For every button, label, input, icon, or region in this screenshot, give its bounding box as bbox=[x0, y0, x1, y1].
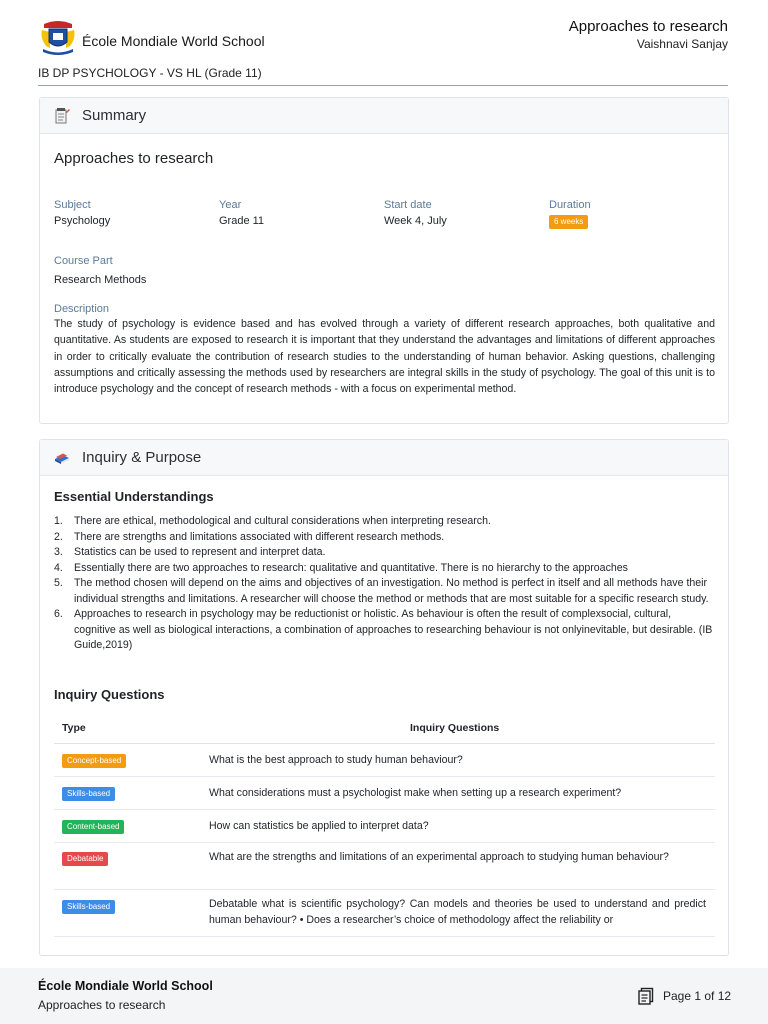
subject-label: Subject bbox=[54, 199, 91, 211]
school-crest-icon bbox=[38, 18, 78, 58]
question-text: What is the best approach to study human behaviour? bbox=[209, 754, 463, 766]
list-item: 5. The method chosen will depend on the aims and objectives of an investigation. No method is perfect in itself and all methods have their individual strengths and limitations. A researcher will choose the method or methods that are most suitable for a specific research study. bbox=[54, 577, 709, 605]
start-date-label: Start date bbox=[384, 199, 432, 211]
unit-title: Approaches to research bbox=[54, 150, 214, 167]
essential-understandings-heading: Essential Understandings bbox=[54, 489, 214, 504]
page-footer bbox=[0, 968, 768, 1024]
question-text: What considerations must a psychologist make when setting up a research experiment? bbox=[209, 787, 622, 799]
meta-course-part bbox=[54, 255, 146, 286]
summary-header bbox=[40, 98, 728, 134]
list-item: 3. Statistics can be used to represent and interpret data. bbox=[54, 546, 326, 558]
school-name: École Mondiale World School bbox=[82, 33, 265, 49]
list-item: 4. Essentially there are two approaches to research: qualitative and quantitative. There is no hierarchy to the approaches bbox=[54, 561, 628, 574]
type-badge: Skills-based bbox=[62, 787, 115, 801]
course-part-label: Course Part bbox=[54, 255, 113, 267]
header-divider bbox=[38, 85, 728, 86]
inquiry-card bbox=[39, 439, 729, 956]
type-badge: Debatable bbox=[62, 852, 108, 866]
course-part-value: Research Methods bbox=[54, 274, 147, 286]
subject-value: Psychology bbox=[54, 215, 111, 227]
list-item: 2. There are strengths and limitations associated with different research methods. bbox=[54, 530, 445, 543]
questions-column-header: Inquiry Questions bbox=[410, 722, 500, 734]
type-column-header: Type bbox=[62, 722, 86, 734]
duration-label: Duration bbox=[549, 199, 591, 211]
year-label: Year bbox=[219, 199, 242, 211]
table-row bbox=[54, 744, 715, 777]
author-name: Vaishnavi Sanjay bbox=[636, 37, 728, 51]
notepad-icon bbox=[54, 108, 70, 124]
type-badge: Concept-based bbox=[62, 754, 126, 768]
inquiry-questions-heading: Inquiry Questions bbox=[54, 687, 165, 702]
table-header bbox=[54, 711, 715, 744]
meta-subject bbox=[54, 199, 110, 227]
question-text: How can statistics be applied to interpret data? bbox=[209, 820, 429, 832]
table-row bbox=[54, 843, 715, 890]
inquiry-title: Inquiry & Purpose bbox=[82, 449, 202, 466]
table-row bbox=[54, 810, 715, 843]
type-badge: Skills-based bbox=[62, 900, 115, 914]
meta-year bbox=[219, 199, 264, 227]
document-title: Approaches to research bbox=[568, 18, 728, 35]
start-date-value: Week 4, July bbox=[384, 215, 447, 227]
meta-duration bbox=[549, 199, 591, 229]
book-icon bbox=[54, 450, 70, 466]
meta-start-date bbox=[384, 199, 447, 227]
question-text: What are the strengths and limitations of an experimental approach to studying human behaviour? bbox=[209, 851, 669, 863]
pages-icon bbox=[638, 987, 654, 1005]
inquiry-header bbox=[40, 440, 728, 476]
list-item: 1. There are ethical, methodological and cultural considerations when interpreting research. bbox=[54, 515, 491, 527]
duration-badge: 6 weeks bbox=[549, 215, 588, 229]
page-indicator: Page 1 of 12 bbox=[663, 989, 732, 1003]
type-badge: Content-based bbox=[62, 820, 124, 834]
essential-understandings-list bbox=[54, 514, 714, 654]
description-block bbox=[54, 303, 715, 397]
course-name: IB DP PSYCHOLOGY - VS HL (Grade 11) bbox=[38, 66, 262, 80]
page-header bbox=[38, 14, 730, 86]
table-row bbox=[54, 890, 715, 937]
description-label: Description bbox=[54, 303, 110, 315]
summary-title: Summary bbox=[82, 107, 147, 124]
inquiry-questions-table bbox=[54, 711, 715, 937]
summary-card bbox=[39, 97, 729, 424]
list-item: 6. Approaches to research in psychology may be reductionist or holistic. As behaviour is often the result of complexsocial, cultural, cognitive as well as biological interactions, a combination of approaches to researching behaviour is not onlyinevitable, but desirable. (IB Guide,2019) bbox=[54, 608, 713, 651]
question-text: Debatable what is scientific psychology? Can models and theories be used to understand and predict human behaviour? • Does a researcher’s choice of methodology affect the reliability or bbox=[209, 898, 706, 926]
description-text: The study of psychology is evidence based and has evolved through a variety of different research approaches, both qualitative and quantitative. As students are exposed to research it is important that they understand the advantages and limitations of different approaches in order to critically evaluate the contribution of research studies to the understanding of human behavior. Asking questions, challenging assumptions and critically assessing the methods used by researchers are integral skills in the study of psychology. The goal of this unit is to introduce psychology and the concept of research methods - with a focus on experimental method. bbox=[54, 318, 715, 396]
year-value: Grade 11 bbox=[219, 215, 265, 227]
footer-document-title: Approaches to research bbox=[38, 998, 166, 1012]
table-row bbox=[54, 777, 715, 810]
footer-school-name: École Mondiale World School bbox=[38, 979, 213, 993]
